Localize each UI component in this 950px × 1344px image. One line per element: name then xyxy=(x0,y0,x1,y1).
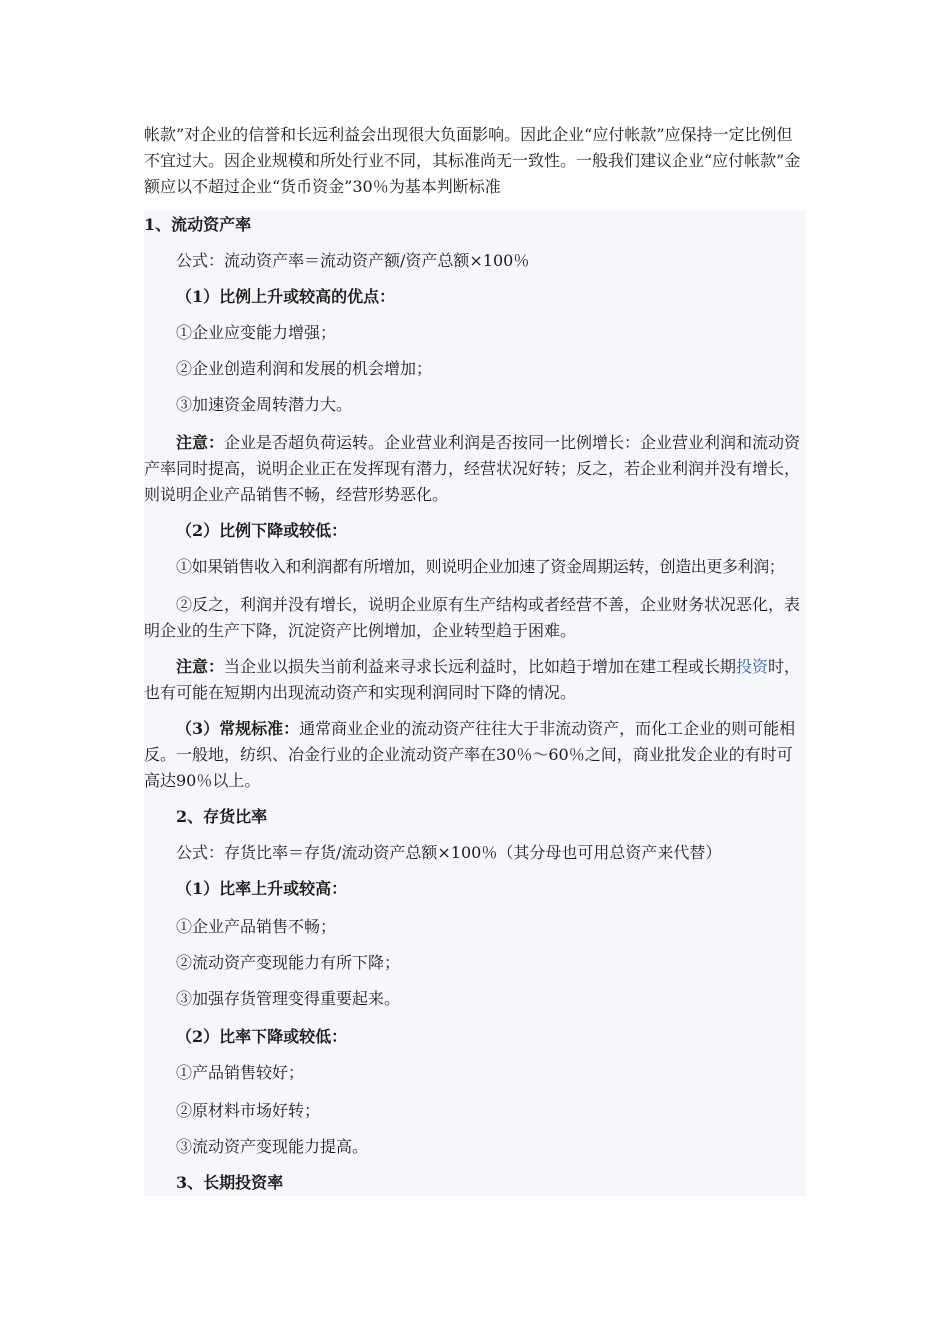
section1-up-item: ③加速资金周转潜力大。 xyxy=(176,395,353,414)
investment-link[interactable]: 投资 xyxy=(736,657,769,676)
section2-up-title: （1）比率上升或较高： xyxy=(176,879,348,898)
standard-label: （3）常规标准： xyxy=(176,719,300,738)
note2-label: 注意： xyxy=(176,657,225,676)
section1-up-item: ①企业应变能力增强； xyxy=(176,323,337,342)
section1-standard xyxy=(144,716,806,794)
section2-up-item: ③加强存货管理变得重要起来。 xyxy=(176,989,401,1008)
standard-text: 通常商业企业的流动资产往往大于非流动资产，而化工企业的则可能相反。一般地，纺织、冶金行业的企业流动资产率在30％～60％之间，商业批发企业的有时可高达90％以上。 xyxy=(144,719,796,790)
note2-text-before: 当企业以损失当前利益来寻求长远利益时，比如趋于增加在建工程或长期 xyxy=(224,657,737,676)
section2-down-title: （2）比率下降或较低： xyxy=(176,1027,348,1046)
section1-down-item: ②反之，利润并没有增长，说明企业原有生产结构或者经营不善，企业财务状况恶化，表明企业的生产下降，沉淀资产比例增加，企业转型趋于困难。 xyxy=(144,595,801,640)
section2-down-item: ①产品销售较好； xyxy=(176,1063,305,1082)
note2-text-after: 时，也有可能在短期内出现流动资产和实现利润同时下降的情况。 xyxy=(144,657,801,702)
section1-down-item: ①如果销售收入和利润都有所增加，则说明企业加速了资金周期运转，创造出更多利润； xyxy=(176,557,785,576)
section1-note2 xyxy=(144,654,806,706)
content-block xyxy=(144,210,806,1196)
section1-up-title: （1）比例上升或较高的优点： xyxy=(176,287,396,306)
note1-text: 企业是否超负荷运转。企业营业利润是否按同一比例增长：企业营业利润和流动资产率同时提高，说明企业正在发挥现有潜力，经营状况好转；反之，若企业利润并没有增长，则说明企业产品销售不畅，经营形势恶化。 xyxy=(144,433,801,504)
section2-down-item: ③流动资产变现能力提高。 xyxy=(176,1137,369,1156)
section1-formula: 公式：流动资产率＝流动资产额/资产总额×100％ xyxy=(176,251,530,270)
section1-down-title: （2）比例下降或较低： xyxy=(176,521,348,540)
section2-formula: 公式：存货比率＝存货/流动资产总额×100％（其分母也可用总资产来代替） xyxy=(176,843,722,862)
section2-heading: 2、存货比率 xyxy=(176,807,268,826)
section1-up-item: ②企业创造利润和发展的机会增加； xyxy=(176,359,433,378)
section1-heading: 1、流动资产率 xyxy=(144,215,252,234)
section2-down-item: ②原材料市场好转； xyxy=(176,1101,321,1120)
intro-paragraph: 帐款”对企业的信誉和长远利益会出现很大负面影响。因此企业“应付帐款”应保持一定比例但不宜过大。因企业规模和所处行业不同，其标准尚无一致性。一般我们建议企业“应付帐款”金额应以不超过企业“货币资金”30％为基本判断标准 xyxy=(144,125,801,196)
section2-up-item: ②流动资产变现能力有所下降； xyxy=(176,953,401,972)
section2-up-item: ①企业产品销售不畅； xyxy=(176,917,337,936)
note1-label: 注意： xyxy=(176,433,225,452)
section3-heading: 3、长期投资率 xyxy=(176,1173,284,1192)
section1-note1 xyxy=(144,430,806,508)
